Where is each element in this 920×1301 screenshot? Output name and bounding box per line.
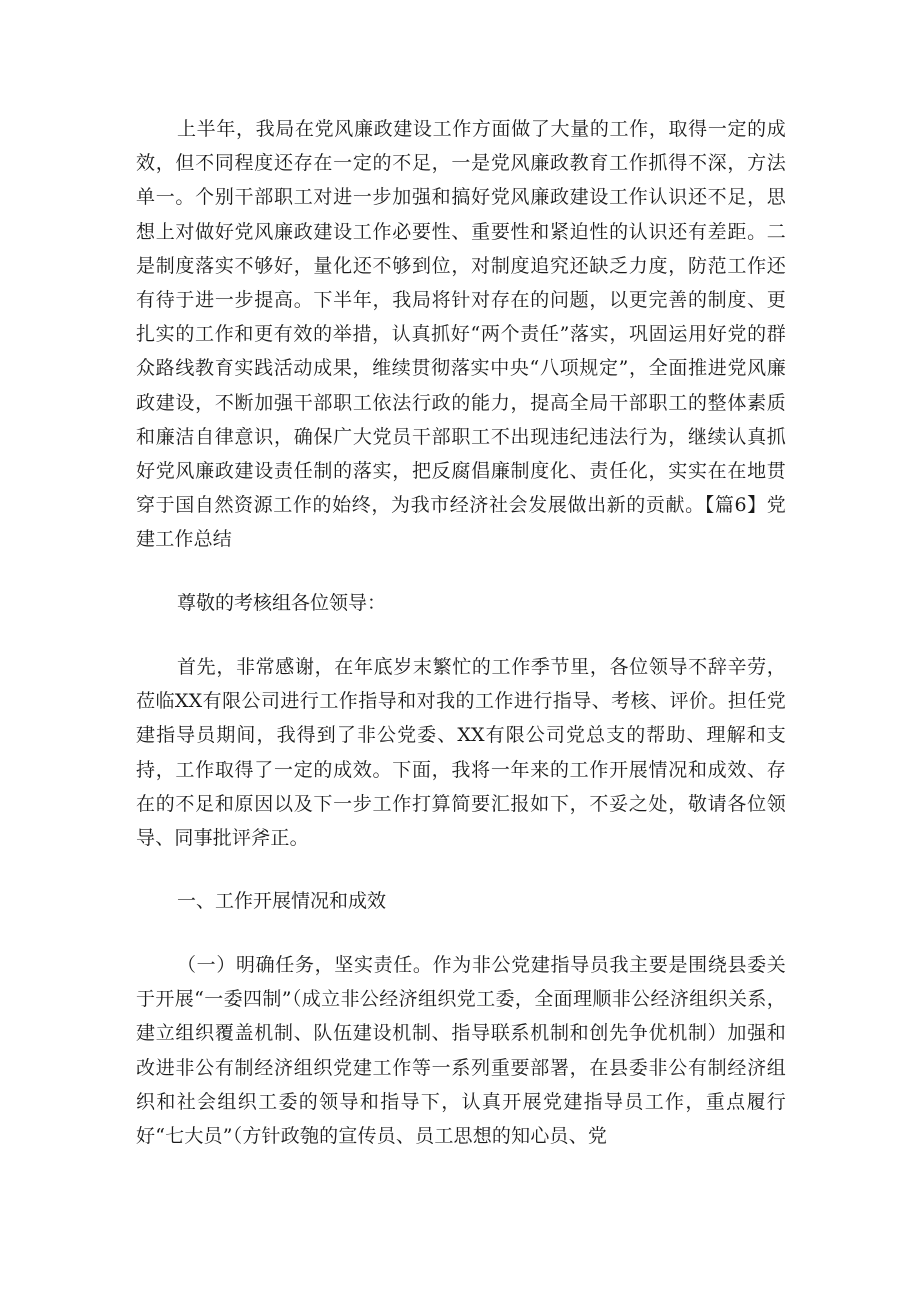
- paragraph-party-conduct-summary: 上半年，我局在党风廉政建设工作方面做了大量的工作，取得一定的成效，但不同程度还存在一定的不足，一是党风廉政教育工作抓得不深，方法单一。个别干部职工对进一步加强和搞好党风廉政建设工作认识还不足，思想上对做好党风廉政建设工作必要性、重要性和紧迫性的认识还有差距。二是制度落实不够好，量化还不够到位，对制度追究还缺乏力度，防范工作还有待于进一步提高。下半年，我局将针对存在的问题，以更完善的制度、更扎实的工作和更有效的举措，认真抓好“两个责任”落实，巩固运用好党的群众路线教育实践活动成果，维续贯彻落实中央“八项规定”，全面推进党风廉政建设，不断加强干部职工依法行政的能力，提高全局干部职工的整体素质和廉洁自律意识，确保广大党员干部职工不出现违纪违法行为，继续认真抓好党风廉政建设责任制的落实，把反腐倡廉制度化、责任化，实实在在地贯穿于国自然资源工作的始终，为我市经济社会发展做出新的贡献。【篇6】党建工作总结: [136, 118, 786, 551]
- paragraph-clear-tasks: （一）明确任务，坚实责任。作为非公党建指导员我主要是围绕县委关于开展“一委四制”（成立非公经济组织党工委，全面理顺非公经济组织关系，建立组织覆盖机制、队伍建设机制、指导联系机制和创先争优机制）加强和改进非公有制经济组织党建工作等一系列重要部署，在县委非公有制经济组织和社会组织工委的领导和指导下，认真开展党建指导员工作，重点履行好“七大员”（方针政匏的宣传员、员工思想的知心员、党: [136, 954, 786, 1148]
- section-heading-work-progress: 一、工作开展情况和成效: [177, 890, 387, 912]
- paragraph-introduction: 首先，非常感谢，在年底岁末繁忙的工作季节里，各位领导不辞辛劳，莅临XX有限公司进行工作指导和对我的工作进行指导、考核、评价。担任党建指导员期间，我得到了非公党委、XX有限公司党总支的帮助、理解和支持，工作取得了一定的成效。下面，我将一年来的工作开展情况和成效、存在的不足和原因以及下一步工作打算简要汇报如下，不妥之处，敬请各位领导、同事批评斧正。: [136, 656, 786, 850]
- salutation: 尊敬的考核组各位领导：: [177, 592, 387, 614]
